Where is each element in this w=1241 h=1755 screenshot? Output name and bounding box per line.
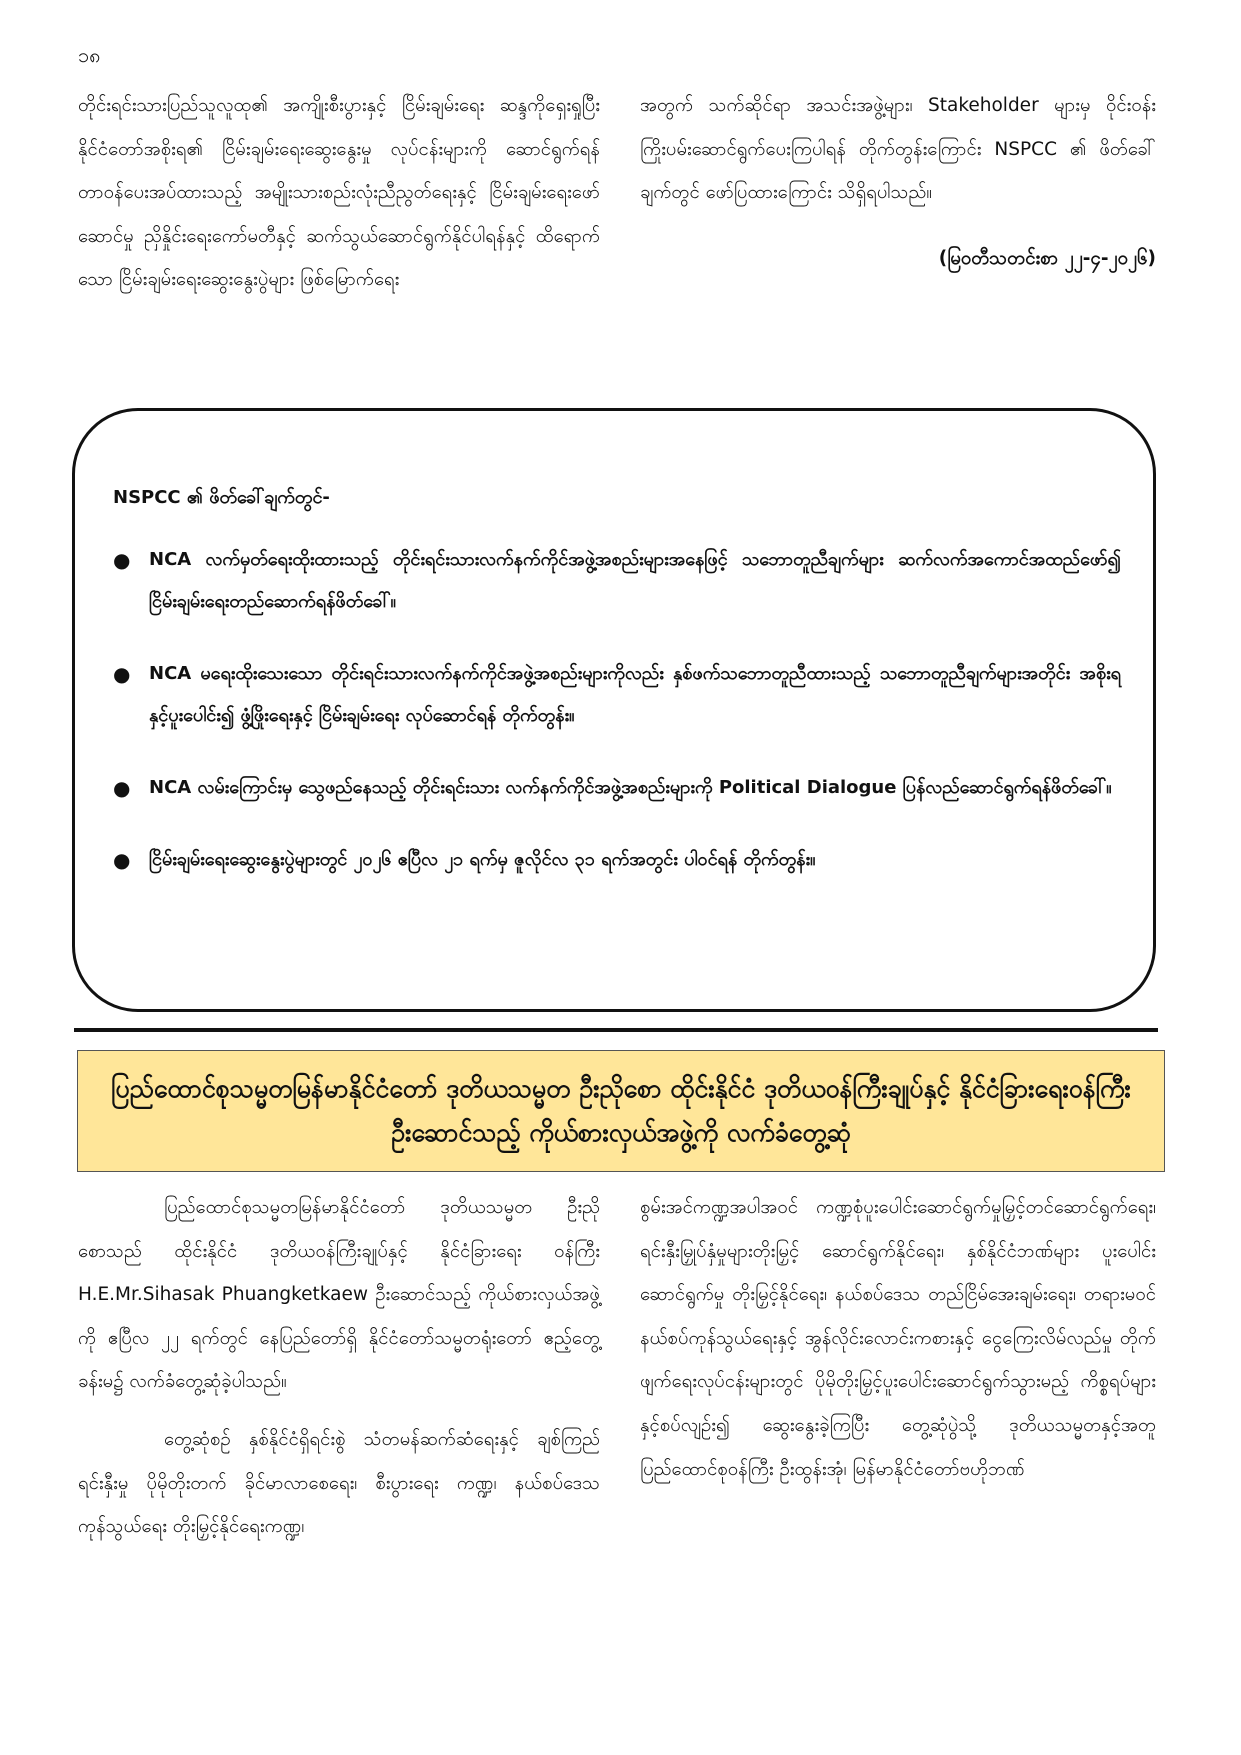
bullet-icon: ●	[113, 848, 131, 872]
list-item	[113, 839, 1121, 881]
article-continuation-right	[640, 84, 1156, 280]
article-headline: ပြည်ထောင်စုသမ္မတမြန်မာနိုင်ငံတော် ဒုတိယသမ္မတ ဦးညိုစော ထိုင်းနိုင်ငံ ဒုတိယဝန်ကြီးချုပ်နှင့် နိုင်ငံခြားရေးဝန်ကြီး ဦးဆောင်သည့် ကိုယ်စားလှယ်အဖွဲ့ကို လက်ခံတွေ့ဆုံ	[77, 1050, 1165, 1172]
list-item-text: ငြိမ်းချမ်းရေးဆွေးနွေးပွဲများတွင် ၂၀၂၆ ဧပြီလ ၂၁ ရက်မှ ဇူလိုင်လ ၃၁ ရက်အတွင်း ပါဝင်ရန် တိုက်တွန်း။	[149, 849, 816, 870]
bullet-icon: ●	[113, 662, 131, 686]
box-heading: NSPCC ၏ ဖိတ်ခေါ်ချက်တွင်-	[113, 487, 330, 508]
list-item-text: NCA မရေးထိုးသေးသော တိုင်းရင်းသားလက်နက်ကိုင်အဖွဲ့အစည်းများကိုလည်း နှစ်ဖက်သဘောတူညီထားသည့် သဘောတူညီချက်များအတိုင်း အစိုးရနှင့်ပူးပေါင်း၍ ဖွံ့ဖြိုးရေးနှင့် ငြိမ်းချမ်းရေး လုပ်ဆောင်ရန် တိုက်တွန်း။	[149, 663, 1121, 726]
paragraph: ပြည်ထောင်စုသမ္မတမြန်မာနိုင်ငံတော် ဒုတိယသမ္မတ ဦးညိုစောသည် ထိုင်းနိုင်ငံ ဒုတိယဝန်ကြီးချုပ်နှင့် နိုင်ငံခြားရေး ဝန်ကြီး H.E.Mr.Sihasak Phuangketkaew ဦးဆောင်သည့် ကိုယ်စားလှယ်အဖွဲ့ကို ဧပြီလ ၂၂ ရက်တွင် နေပြည်တော်ရှိ နိုင်ငံတော်သမ္မတရုံးတော် ဧည့်တွေ့ခန်းမ၌ လက်ခံတွေ့ဆုံခဲ့ပါသည်။	[78, 1197, 600, 1393]
article-body-right	[640, 1186, 1156, 1491]
bullet-icon: ●	[113, 548, 131, 572]
invitation-list	[113, 539, 1121, 911]
paragraph: တိုင်းရင်းသားပြည်သူလူထု၏ အကျိုးစီးပွားနှင့် ငြိမ်းချမ်းရေး ဆန္ဒကိုရှေးရှုပြီး နိုင်ငံတော်အစိုးရ၏ ငြိမ်းချမ်းရေးဆွေးနွေးမှု လုပ်ငန်းများကို ဆောင်ရွက်ရန် တာဝန်ပေးအပ်ထားသည့် အမျိုးသားစည်းလုံးညီညွတ်ရေးနှင့် ငြိမ်းချမ်းရေးဖော်ဆောင်မှု ညှိနှိုင်းရေးကော်မတီနှင့် ဆက်သွယ်ဆောင်ရွက်နိုင်ပါရန်နှင့် ထိရောက်သော ငြိမ်းချမ်းရေးဆွေးနွေးပွဲများ ဖြစ်မြောက်ရေး	[78, 95, 600, 291]
bullet-icon: ●	[113, 776, 131, 800]
article-continuation-left	[78, 84, 600, 302]
section-divider	[74, 1028, 1158, 1032]
list-item	[113, 539, 1121, 623]
paragraph: အတွက် သက်ဆိုင်ရာ အသင်းအဖွဲ့များ၊ Stakeholder များမှ ဝိုင်းဝန်းကြိုးပမ်းဆောင်ရွက်ပေးကြပါရန် တိုက်တွန်းကြောင်း NSPCC ၏ ဖိတ်ခေါ်ချက်တွင် ဖော်ပြထားကြောင်း သိရှိရပါသည်။	[640, 95, 1156, 204]
page-number: ၁၈	[78, 43, 101, 67]
paragraph: စွမ်းအင်ကဏ္ဍအပါအဝင် ကဏ္ဍစုံပူးပေါင်းဆောင်ရွက်မှုမြှင့်တင်ဆောင်ရွက်ရေး၊ ရင်းနှီးမြှုပ်နှံမှုများတိုးမြှင့် ဆောင်ရွက်နိုင်ရေး၊ နှစ်နိုင်ငံဘဏ်များ ပူးပေါင်းဆောင်ရွက်မှု တိုးမြှင့်နိုင်ရေး၊ နယ်စပ်ဒေသ တည်ငြိမ်အေးချမ်းရေး၊ တရားမဝင် နယ်စပ်ကုန်သွယ်ရေးနှင့် အွန်လိုင်းလောင်းကစားနှင့် ငွေကြေးလိမ်လည်မှု တိုက်ဖျက်ရေးလုပ်ငန်းများတွင် ပိုမိုတိုးမြှင့်ပူးပေါင်းဆောင်ရွက်သွားမည့် ကိစ္စရပ်များနှင့်စပ်လျဉ်း၍ ဆွေးနွေးခဲ့ကြပြီး တွေ့ဆုံပွဲသို့ ဒုတိယသမ္မတနှင့်အတူ ပြည်ထောင်စုဝန်ကြီး ဦးထွန်းအုံ၊ မြန်မာနိုင်ငံတော်ဗဟိုဘဏ်	[640, 1197, 1156, 1480]
list-item-text: NCA လက်မှတ်ရေးထိုးထားသည့် တိုင်းရင်းသားလက်နက်ကိုင်အဖွဲ့အစည်းများအနေဖြင့် သဘောတူညီချက်များ ဆက်လက်အကောင်အထည်ဖော်၍ ငြိမ်းချမ်းရေးတည်ဆောက်ရန်ဖိတ်ခေါ်။	[149, 549, 1121, 612]
paragraph: တွေ့ဆုံစဉ် နှစ်နိုင်ငံရှိရင်းစွဲ သံတမန်ဆက်ဆံရေးနှင့် ချစ်ကြည်ရင်းနှီးမှု ပိုမိုတိုးတက် ခိုင်မာလာစေရေး၊ စီးပွားရေး ကဏ္ဍ၊ နယ်စပ်ဒေသကုန်သွယ်ရေး တိုးမြှင့်နိုင်ရေးကဏ္ဍ၊	[78, 1428, 600, 1538]
list-item	[113, 653, 1121, 737]
article-body-left	[78, 1186, 600, 1549]
source-citation: (မြဝတီသတင်းစာ ၂၂-၄-၂၀၂၆)	[938, 247, 1156, 269]
list-item	[113, 767, 1121, 809]
list-item-text: NCA လမ်းကြောင်းမှ သွေဖည်နေသည့် တိုင်းရင်းသား လက်နက်ကိုင်အဖွဲ့အစည်းများကို Political Dialogue ပြန်လည်ဆောင်ရွက်ရန်ဖိတ်ခေါ်။	[149, 777, 1112, 798]
nspcc-invitation-box	[72, 408, 1156, 1012]
